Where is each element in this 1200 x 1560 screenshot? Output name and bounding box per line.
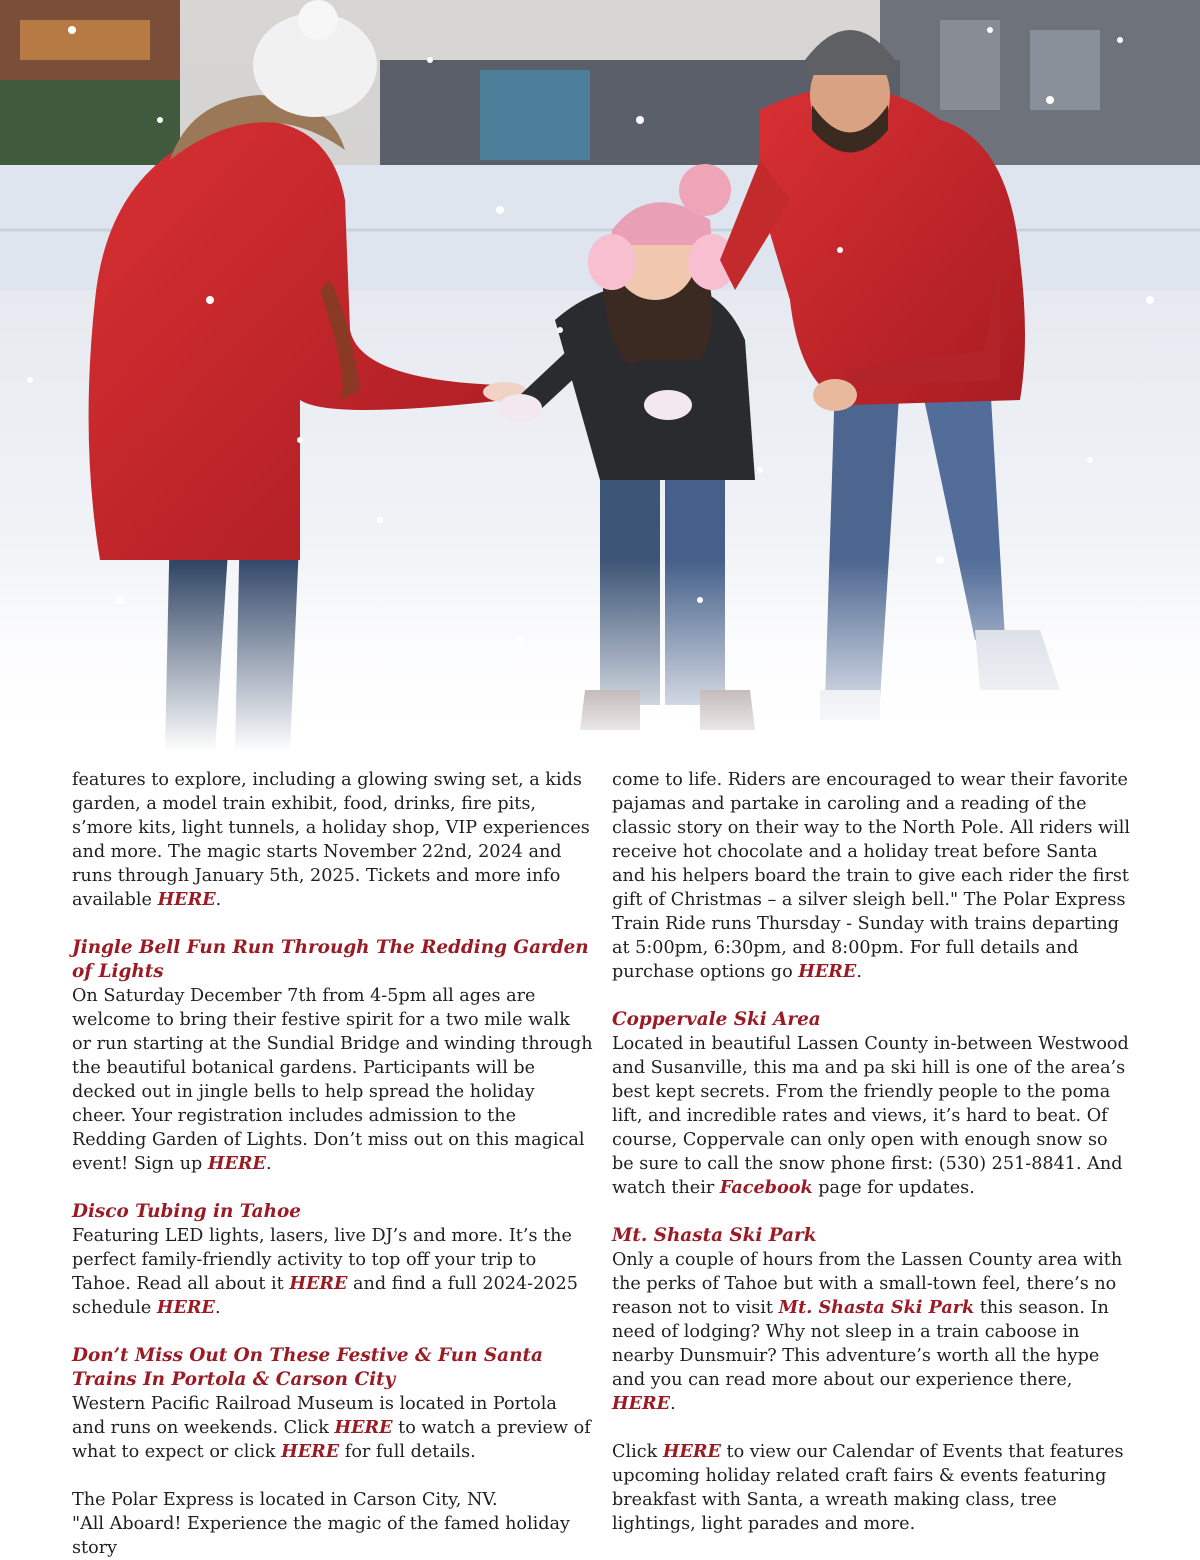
polar-purchase-link[interactable]: HERE	[798, 961, 857, 982]
mt-shasta-paragraph: Only a couple of hours from the Lassen County area with the perks of Tahoe but with a small-town feel, there’s no reason not to visit Mt. Shasta Ski Park this season. In need of lodging? Why not sleep in a train caboose in nearby Dunsmuir? This adventure’s worth all the hype and you can read more about our experience there, HERE.	[612, 1250, 1123, 1414]
hero-photo	[0, 0, 1200, 752]
left-column	[72, 768, 594, 1560]
coppervale-paragraph: Located in beautiful Lassen County in-between Westwood and Susanville, this ma and pa ski hill is one of the area’s best kept secrets. From the friendly people to the poma lift, and incredible rates and views, it’s hard to beat. Of course, Coppervale can only open with enough snow so be sure to call the snow phone first: (530) 251-8841. And watch their Facebook page for updates.	[612, 1034, 1129, 1198]
tickets-here-link[interactable]: HERE	[157, 889, 216, 910]
disco-tubing-heading: Disco Tubing in Tahoe	[72, 1201, 301, 1222]
coppervale-heading: Coppervale Ski Area	[612, 1009, 821, 1030]
santa-trains-heading: Don’t Miss Out On These Festive & Fun Santa Trains In Portola & Carson City	[72, 1345, 543, 1390]
intro-paragraph: features to explore, including a glowing swing set, a kids garden, a model train exhibit, food, drinks, fire pits, s’more kits, light tunnels, a holiday shop, VIP experiences and more. The magic starts November 22nd, 2024 and runs through January 5th, 2025. Tickets and more info available HERE.	[72, 770, 590, 910]
preview-link[interactable]: HERE	[334, 1417, 393, 1438]
jingle-bell-heading: Jingle Bell Fun Run Through The Redding Garden of Lights	[72, 937, 589, 982]
polar-express-continued: come to life. Riders are encouraged to wear their favorite pajamas and partake in caroling and a reading of the classic story on their way to the North Pole. All riders will receive hot chocolate and a holiday treat before Santa and his helpers board the train to give each rider the first gift of Christmas – a silver sleigh bell." The Polar Express Train Ride runs Thursday - Sunday with trains departing at 5:00pm, 6:30pm, and 8:00pm. For full details and purchase options go HERE.	[612, 770, 1131, 982]
disco-tubing-paragraph: Featuring LED lights, lasers, live DJ’s and more. It’s the perfect family-friendly activity to top off your trip to Tahoe. Read all about it HERE and find a full 2024-2025 schedule HERE.	[72, 1226, 578, 1318]
disco-schedule-link[interactable]: HERE	[156, 1297, 215, 1318]
facebook-link[interactable]: Facebook	[719, 1177, 813, 1198]
disco-read-link[interactable]: HERE	[289, 1273, 348, 1294]
calendar-paragraph: Click HERE to view our Calendar of Events that features upcoming holiday related craft fairs & events featuring breakfast with Santa, a wreath making class, tree lightings, light parades and more.	[612, 1441, 1124, 1534]
polar-express-line2: "All Aboard! Experience the magic of the famed holiday story	[72, 1514, 570, 1558]
right-column	[612, 768, 1132, 1536]
calendar-link[interactable]: HERE	[662, 1441, 721, 1462]
polar-express-line1: The Polar Express is located in Carson City, NV.	[72, 1490, 498, 1510]
caboose-experience-link[interactable]: HERE	[612, 1393, 671, 1414]
jingle-signup-link[interactable]: HERE	[207, 1153, 266, 1174]
full-details-link[interactable]: HERE	[281, 1441, 340, 1462]
santa-trains-paragraph: Western Pacific Railroad Museum is located in Portola and runs on weekends. Click HERE to watch a preview of what to expect or click HERE for full details.	[72, 1394, 591, 1462]
mt-shasta-heading: Mt. Shasta Ski Park	[612, 1225, 817, 1246]
mt-shasta-ski-park-link[interactable]: Mt. Shasta Ski Park	[778, 1297, 975, 1318]
jingle-bell-paragraph: On Saturday December 7th from 4-5pm all ages are welcome to bring their festive spirit for a two mile walk or run starting at the Sundial Bridge and winding through the beautiful botanical gardens. Participants will be decked out in jingle bells to help spread the holiday cheer. Your registration includes admission to the Redding Garden of Lights. Don’t miss out on this magical event! Sign up HERE.	[72, 986, 593, 1174]
